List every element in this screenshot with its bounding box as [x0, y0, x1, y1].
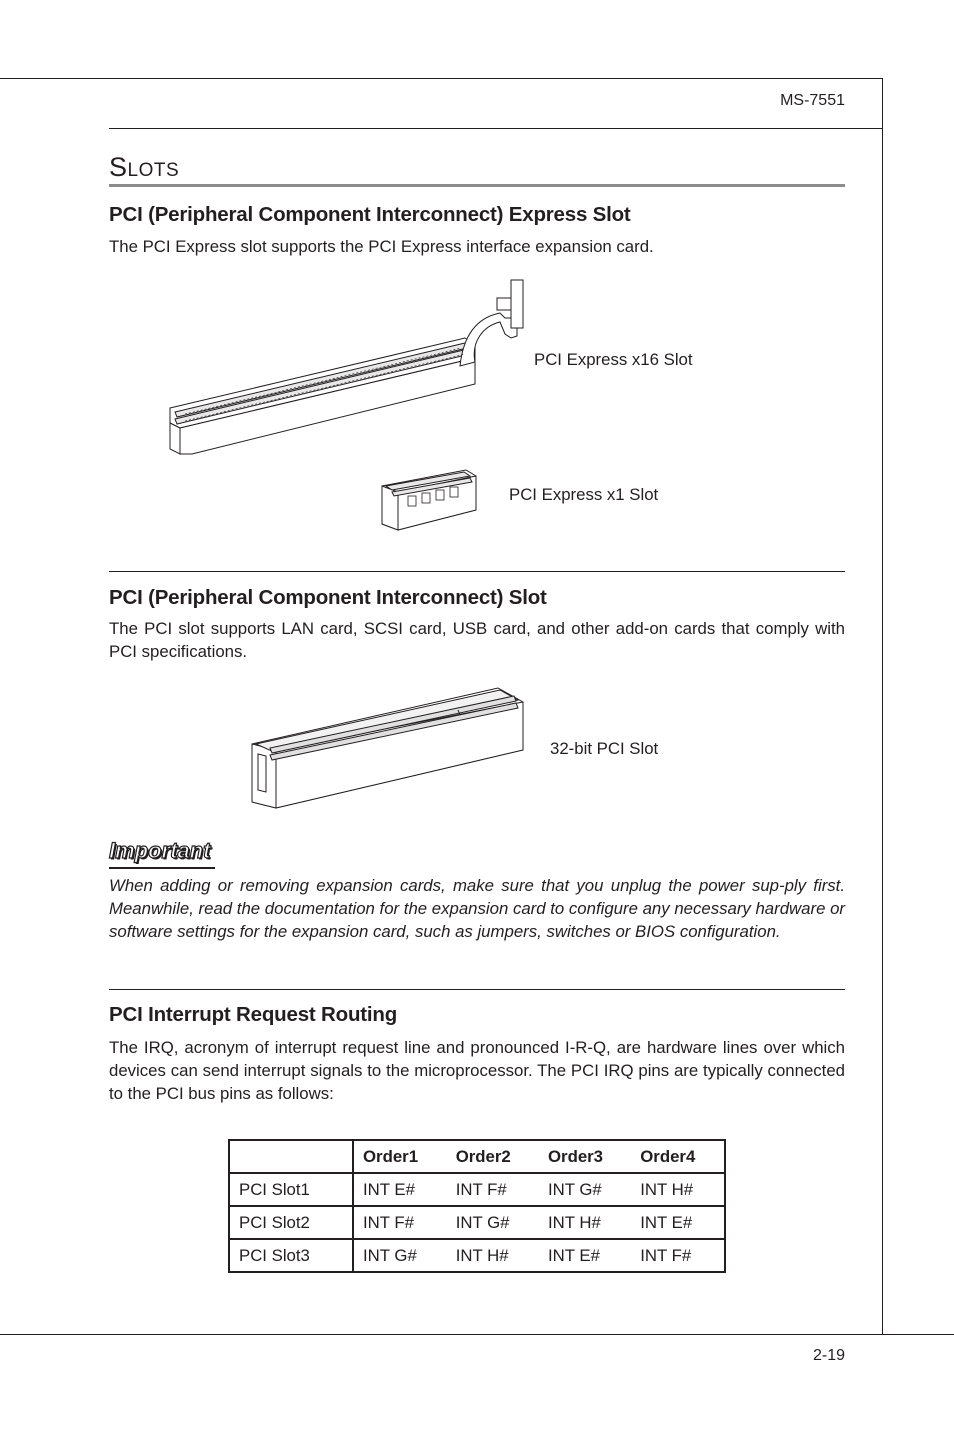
table-cell: PCI Slot1: [229, 1173, 353, 1206]
pcie-x16-slot-illustration: [165, 278, 535, 468]
pci-32bit-slot-illustration: [248, 684, 528, 812]
table-row: [229, 1173, 725, 1206]
table-cell: INT E#: [539, 1239, 631, 1272]
table-header-cell: Order3: [539, 1140, 631, 1173]
right-frame-line: [882, 78, 883, 1334]
table-row: [229, 1206, 725, 1239]
table-cell: PCI Slot3: [229, 1239, 353, 1272]
table-cell: INT G#: [447, 1206, 539, 1239]
table-header-cell: Order1: [353, 1140, 447, 1173]
top-frame-line: [0, 78, 883, 79]
pcie-heading: PCI (Peripheral Component Interconnect) Express Slot: [109, 203, 631, 226]
pcie-body: The PCI Express slot supports the PCI Express interface expansion card.: [109, 237, 654, 256]
pcie-x1-slot-illustration: [378, 468, 482, 534]
bottom-frame-line: [0, 1334, 954, 1335]
pci-body: The PCI slot supports LAN card, SCSI card, USB card, and other add-on cards that comply with PCI specifications.: [109, 619, 845, 661]
important-title: Important: [109, 838, 211, 863]
table-cell: INT E#: [353, 1173, 447, 1206]
model-number: MS-7551: [780, 92, 845, 109]
divider-2: [109, 989, 845, 990]
irq-heading: PCI Interrupt Request Routing: [109, 1003, 398, 1026]
table-cell: INT F#: [631, 1239, 725, 1272]
header-rule: [109, 128, 883, 129]
table-cell: INT E#: [631, 1206, 725, 1239]
irq-body: The IRQ, acronym of interrupt request line and pronounced I-R-Q, are hardware lines over which devices can send interrupt signals to the microprocessor. The PCI IRQ pins are typically connected to the PCI bus pins as follows:: [109, 1038, 845, 1103]
pcie-x1-label: PCI Express x1 Slot: [509, 485, 659, 504]
pci-heading: PCI (Peripheral Component Interconnect) Slot: [109, 586, 547, 609]
table-cell: INT H#: [631, 1173, 725, 1206]
important-underline: [109, 867, 215, 869]
section-title: Slots: [109, 152, 180, 182]
table-cell: INT H#: [539, 1206, 631, 1239]
divider-1: [109, 571, 845, 572]
table-cell: PCI Slot2: [229, 1206, 353, 1239]
irq-routing-table: [228, 1139, 726, 1273]
table-row: [229, 1239, 725, 1272]
section-rule: [109, 184, 845, 187]
table-cell: INT F#: [353, 1206, 447, 1239]
page-number: 2-19: [812, 1347, 845, 1364]
important-note: When adding or removing expansion cards, make sure that you unplug the power sup-ply first. Meanwhile, read the documentation for the expansion card to configure any necessary hardware or software settings for the expansion card, such as jumpers, switches or BIOS configuration.: [109, 876, 846, 941]
table-header-cell: Order2: [447, 1140, 539, 1173]
table-cell: INT H#: [447, 1239, 539, 1272]
table-header-row: [229, 1140, 725, 1173]
pci-slot-label: 32-bit PCI Slot: [550, 739, 659, 758]
table-header-cell: Order4: [631, 1140, 725, 1173]
table-header-cell: [229, 1140, 353, 1173]
pcie-x16-label: PCI Express x16 Slot: [534, 350, 693, 369]
table-cell: INT G#: [353, 1239, 447, 1272]
table-cell: INT F#: [447, 1173, 539, 1206]
table-cell: INT G#: [539, 1173, 631, 1206]
